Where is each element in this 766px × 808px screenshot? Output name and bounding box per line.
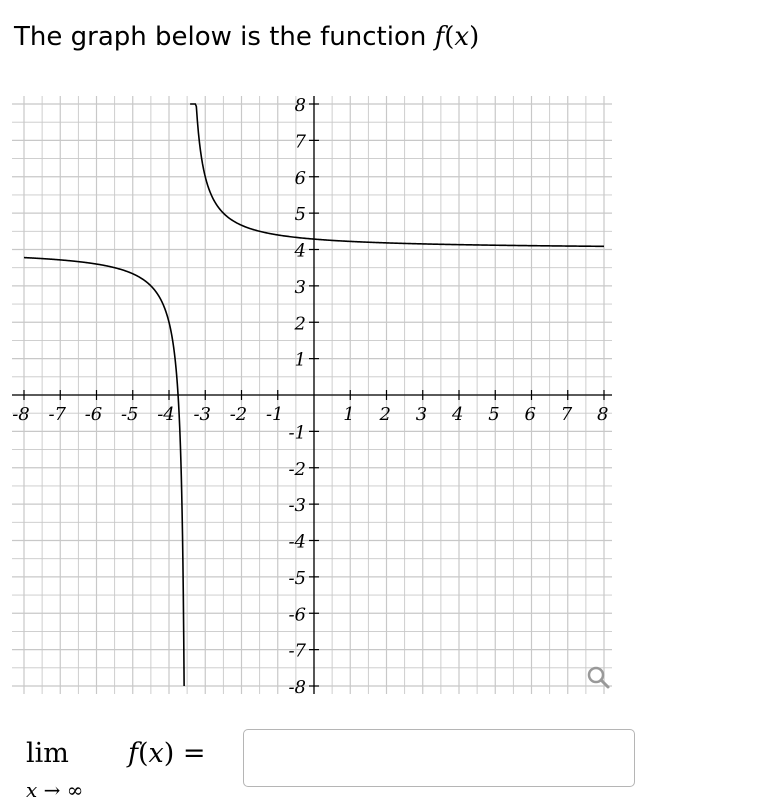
y-tick-label: -7 (288, 640, 306, 662)
y-tick-label: -2 (288, 458, 306, 480)
limit-expression: f(x) = (128, 738, 206, 769)
limit-operator (26, 738, 84, 802)
x-tick-label: 6 (524, 404, 536, 425)
limit-function-name: f (128, 738, 138, 769)
answer-input[interactable] (243, 729, 635, 787)
lim-sub-variable: x (26, 778, 38, 802)
y-tick-label: 3 (294, 276, 306, 298)
y-tick-label: -5 (288, 567, 306, 589)
x-tick-label: -5 (120, 404, 139, 425)
y-tick-label: -1 (288, 422, 306, 444)
y-tick-label: -4 (288, 531, 306, 553)
y-tick-label: -8 (288, 677, 306, 698)
y-tick-label: 8 (294, 95, 306, 116)
magnifier-icon[interactable] (589, 668, 608, 687)
lim-sub-arrow: → (43, 778, 61, 802)
x-tick-label: -3 (193, 404, 212, 425)
question-function-notation: f(x) (434, 22, 480, 52)
question-prefix: The graph below is the function (14, 22, 435, 52)
y-tick-label: -3 (288, 495, 306, 517)
x-tick-label: 1 (343, 404, 355, 425)
function-variable: x (454, 22, 470, 52)
y-tick-label: 6 (294, 167, 306, 189)
x-tick-label: 4 (452, 404, 464, 425)
x-tick-label: 3 (415, 404, 428, 425)
limit-function-variable: x (148, 738, 164, 769)
function-name: f (434, 22, 445, 52)
curve-right-branch (190, 104, 604, 246)
axes (12, 96, 612, 694)
x-tick-label: -7 (48, 404, 67, 425)
y-tick-label: 4 (294, 240, 306, 262)
x-tick-label: -2 (229, 404, 248, 425)
x-tick-label: 8 (597, 404, 609, 425)
y-tick-label: 2 (294, 313, 306, 335)
x-tick-label: -8 (12, 404, 30, 425)
x-tick-label: -6 (84, 404, 103, 425)
x-tick-label: 2 (379, 404, 391, 425)
lim-word: lim (26, 738, 69, 769)
y-tick-label: 7 (294, 131, 306, 153)
y-tick-label: 1 (294, 349, 306, 371)
y-tick-label: 5 (294, 204, 306, 226)
y-tick-label: -6 (288, 604, 306, 626)
x-tick-label: -1 (265, 404, 284, 425)
x-tick-label: 7 (560, 404, 573, 425)
x-tick-label: -4 (157, 404, 175, 425)
equals-sign: = (182, 738, 206, 769)
lim-subscript (26, 778, 83, 802)
x-tick-label: 5 (488, 404, 500, 425)
lim-sub-target: ∞ (66, 778, 84, 802)
